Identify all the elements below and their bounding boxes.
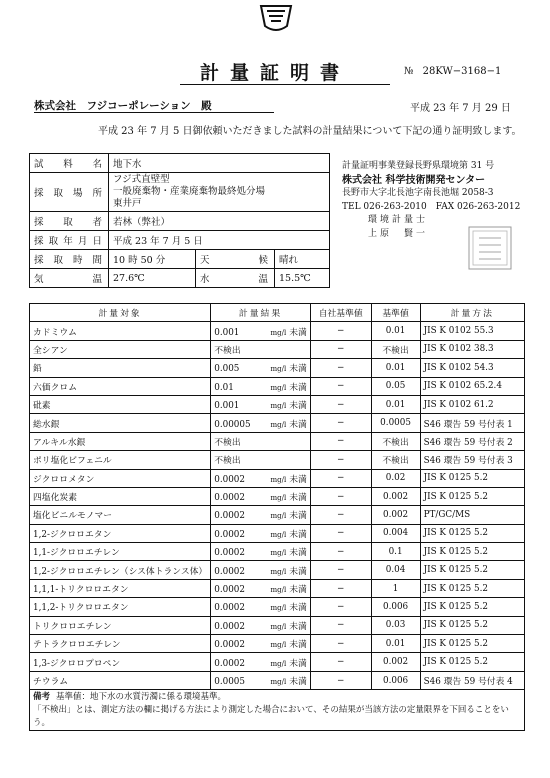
result-method: JIS K 0125 5.2 (420, 487, 524, 505)
remarks-line2: 「不検出」とは、測定方法の欄に掲げる方法により測定した場合において、その結果が当該方法の定量限界を下回ることをいう。 (33, 705, 509, 729)
result-value: 0.01 (214, 382, 234, 393)
result-row (30, 359, 525, 377)
result-value: 0.001 (214, 327, 240, 338)
result-value: 0.0002 (214, 566, 245, 577)
result-row (30, 543, 525, 561)
sample-info-label: 天候 (196, 250, 275, 269)
result-row (30, 598, 525, 616)
result-own-standard: − (310, 635, 371, 653)
sample-info-row (30, 269, 330, 288)
result-unit: mg/l (270, 494, 287, 503)
location-line: 東井戸 (113, 198, 142, 209)
results-header-row (30, 304, 525, 322)
result-standard: 不検出 (371, 451, 420, 469)
result-qualifier: 未満 (289, 327, 307, 338)
remarks-line1: 基準値：地下水の水質汚濁に係る環境基準。 (56, 692, 227, 703)
result-value: 0.0002 (214, 474, 245, 485)
sample-info-value: 10 時 50 分 (109, 250, 196, 269)
result-standard: 0.01 (371, 359, 420, 377)
result-value-cell (211, 340, 311, 358)
result-value-cell (211, 359, 311, 377)
result-standard: 0.002 (371, 653, 420, 671)
result-item: 1,1-ジクロロエチレン (30, 543, 211, 561)
result-own-standard: − (310, 432, 371, 450)
result-row (30, 469, 525, 487)
result-value: 不検出 (214, 456, 241, 467)
result-standard: 0.006 (371, 671, 420, 689)
sample-info-label: 水温 (196, 269, 275, 288)
result-row (30, 671, 525, 689)
result-item: 全シアン (30, 340, 211, 358)
sample-info-label: 採取時間 (30, 250, 109, 269)
result-value-cell (211, 524, 311, 542)
result-own-standard: − (310, 653, 371, 671)
result-own-standard: − (310, 359, 371, 377)
result-value: 0.00005 (214, 419, 251, 430)
result-item: アルキル水銀 (30, 432, 211, 450)
result-row (30, 579, 525, 597)
result-qualifier: 未満 (289, 474, 307, 485)
result-own-standard: − (310, 377, 371, 395)
result-row (30, 487, 525, 505)
result-method: JIS K 0102 54.3 (420, 359, 524, 377)
result-standard: 0.02 (371, 469, 420, 487)
result-value-cell (211, 506, 311, 524)
result-standard: 0.01 (371, 395, 420, 413)
issuer-phone: TEL 026-263-2010 FAX 026-263-2012 (342, 201, 521, 212)
col-header-standard: 基準値 (371, 304, 420, 322)
result-item: 総水銀 (30, 414, 211, 432)
result-qualifier: 未満 (289, 511, 307, 522)
result-unit: mg/l (270, 402, 287, 411)
result-unit: mg/l (270, 475, 287, 484)
location-line: 一般廃棄物・産業廃棄物最終処分場 (113, 186, 266, 197)
doc-number-label: № (404, 66, 414, 77)
result-item: トリクロロエチレン (30, 616, 211, 634)
result-value-cell (211, 451, 311, 469)
sample-info-value: 平成 23 年 7 月 5 日 (109, 231, 330, 250)
result-method: JIS K 0125 5.2 (420, 653, 524, 671)
result-unit: mg/l (270, 328, 287, 337)
result-method: S46 環告 59 号付表 1 (420, 414, 524, 432)
issuer-company: 株式会社 科学技術開発センター (342, 174, 486, 186)
result-method: JIS K 0102 61.2 (420, 395, 524, 413)
result-method: JIS K 0102 65.2.4 (420, 377, 524, 395)
result-item: 塩化ビニルモノマー (30, 506, 211, 524)
result-qualifier: 未満 (289, 419, 307, 430)
result-item: 砒素 (30, 395, 211, 413)
sample-info-value: 15.5℃ (275, 269, 330, 288)
result-value: 0.005 (214, 364, 240, 375)
result-method: JIS K 0125 5.2 (420, 561, 524, 579)
result-method: S46 環告 59 号付表 4 (420, 671, 524, 689)
results-table (29, 303, 525, 731)
result-value: 0.001 (214, 401, 240, 412)
result-own-standard: − (310, 543, 371, 561)
result-value: 0.0002 (214, 603, 245, 614)
result-value-cell (211, 616, 311, 634)
result-unit: mg/l (270, 641, 287, 650)
sample-info-table (29, 153, 330, 288)
result-value-cell (211, 487, 311, 505)
result-item: テトラクロロエチレン (30, 635, 211, 653)
sample-info-label: 試料名 (30, 154, 109, 173)
result-qualifier: 未満 (289, 548, 307, 559)
result-item: 1,1,2-トリクロロエタン (30, 598, 211, 616)
result-value: 0.0002 (214, 529, 245, 540)
result-item: 鉛 (30, 359, 211, 377)
result-standard: 0.01 (371, 322, 420, 340)
result-own-standard: − (310, 469, 371, 487)
result-method: JIS K 0125 5.2 (420, 543, 524, 561)
seal-stamp-icon (468, 226, 512, 270)
col-header-result: 計量結果 (211, 304, 311, 322)
sample-info-label: 気温 (30, 269, 109, 288)
result-row (30, 414, 525, 432)
result-qualifier: 未満 (289, 621, 307, 632)
result-value: 0.0002 (214, 511, 245, 522)
result-value-cell (211, 414, 311, 432)
result-method: JIS K 0125 5.2 (420, 598, 524, 616)
issue-date: 平成 23 年 7 月 29 日 (410, 103, 511, 114)
result-item: 1,3-ジクロロプロペン (30, 653, 211, 671)
result-own-standard: − (310, 524, 371, 542)
result-value-cell (211, 395, 311, 413)
result-row (30, 561, 525, 579)
result-standard: 0.1 (371, 543, 420, 561)
result-row (30, 506, 525, 524)
intro-text: 平成 23 年 7 月 5 日御依頼いただきました試料の計量結果について下記の通り証明致します。 (98, 126, 522, 137)
result-own-standard: − (310, 579, 371, 597)
result-unit: mg/l (270, 567, 287, 576)
result-unit: mg/l (270, 383, 287, 392)
result-own-standard: − (310, 322, 371, 340)
result-own-standard: − (310, 671, 371, 689)
result-unit: mg/l (270, 420, 287, 429)
result-value-cell (211, 671, 311, 689)
result-qualifier: 未満 (289, 658, 307, 669)
result-item: 1,2-ジクロロエタン (30, 524, 211, 542)
result-standard: 0.01 (371, 635, 420, 653)
result-method: JIS K 0102 38.3 (420, 340, 524, 358)
result-standard: 0.002 (371, 506, 420, 524)
result-value: 0.0002 (214, 548, 245, 559)
result-qualifier: 未満 (289, 493, 307, 504)
result-standard: 0.004 (371, 524, 420, 542)
result-item: チウラム (30, 671, 211, 689)
certification-logo-icon (259, 4, 293, 34)
result-value-cell (211, 653, 311, 671)
result-unit: mg/l (270, 530, 287, 539)
result-standard: 0.002 (371, 487, 420, 505)
result-standard: 0.006 (371, 598, 420, 616)
recipient-underline (34, 112, 274, 113)
result-item: カドミウム (30, 322, 211, 340)
result-own-standard: − (310, 487, 371, 505)
result-method: PT/GC/MS (420, 506, 524, 524)
sample-info-value: 地下水 (109, 154, 330, 173)
result-method: JIS K 0125 5.2 (420, 524, 524, 542)
result-own-standard: − (310, 561, 371, 579)
result-qualifier: 未満 (289, 364, 307, 375)
result-item: 六価クロム (30, 377, 211, 395)
remarks-cell (30, 690, 525, 731)
issuer-role: 環境計量士 (368, 215, 429, 225)
result-value: 0.0002 (214, 658, 245, 669)
result-value-cell (211, 579, 311, 597)
sample-info-label: 採取場所 (30, 173, 109, 212)
result-qualifier: 未満 (289, 401, 307, 412)
result-unit: mg/l (270, 678, 287, 686)
result-item: 四塩化炭素 (30, 487, 211, 505)
result-unit: mg/l (270, 512, 287, 521)
sample-info-row (30, 250, 330, 269)
recipient: 株式会社 フジコーポレーション 殿 (34, 100, 212, 112)
sample-info-value (109, 173, 330, 212)
result-standard: 0.04 (371, 561, 420, 579)
sample-info-row (30, 212, 330, 231)
result-row (30, 653, 525, 671)
result-qualifier: 未満 (289, 677, 307, 687)
result-own-standard: − (310, 451, 371, 469)
result-value: 0.0002 (214, 640, 245, 651)
result-value-cell (211, 432, 311, 450)
col-header-item: 計量対象 (30, 304, 211, 322)
result-own-standard: − (310, 598, 371, 616)
result-unit: mg/l (270, 659, 287, 668)
result-row (30, 616, 525, 634)
result-method: S46 環告 59 号付表 3 (420, 451, 524, 469)
sample-info-value: 晴れ (275, 250, 330, 269)
sample-info-label: 採取者 (30, 212, 109, 231)
result-qualifier: 未満 (289, 566, 307, 577)
result-unit: mg/l (270, 604, 287, 613)
result-row (30, 635, 525, 653)
sample-info-value: 若林（弊社） (109, 212, 330, 231)
result-method: JIS K 0125 5.2 (420, 469, 524, 487)
result-own-standard: − (310, 616, 371, 634)
result-own-standard: − (310, 395, 371, 413)
result-value: 0.0005 (214, 677, 245, 687)
col-header-own-standard: 自社基準値 (310, 304, 371, 322)
result-value-cell (211, 561, 311, 579)
issuer-registration: 計量証明事業登録長野県環境第 31 号 (342, 161, 495, 171)
result-own-standard: − (310, 340, 371, 358)
result-unit: mg/l (270, 622, 287, 631)
result-standard: 0.05 (371, 377, 420, 395)
sample-info-row (30, 154, 330, 173)
remarks-label: 備考 (33, 692, 51, 703)
result-value-cell (211, 469, 311, 487)
result-method: S46 環告 59 号付表 2 (420, 432, 524, 450)
document-title: 計量証明書 (200, 62, 351, 84)
issuer-name: 上原 賢一 (368, 228, 429, 239)
result-row (30, 322, 525, 340)
result-row (30, 377, 525, 395)
result-row (30, 524, 525, 542)
result-method: JIS K 0102 55.3 (420, 322, 524, 340)
result-item: ジクロロメタン (30, 469, 211, 487)
result-item: 1,2-ジクロロエチレン（シス体トランス体） (30, 561, 211, 579)
result-method: JIS K 0125 5.2 (420, 579, 524, 597)
location-line: フジ式直壁型 (113, 174, 170, 185)
result-unit: mg/l (270, 586, 287, 595)
result-own-standard: − (310, 414, 371, 432)
result-row (30, 432, 525, 450)
sample-info-row (30, 173, 330, 212)
result-method: JIS K 0125 5.2 (420, 616, 524, 634)
document-number (404, 66, 501, 77)
result-standard: 不検出 (371, 432, 420, 450)
title-underline (180, 84, 390, 85)
sample-info-label: 採取年月日 (30, 231, 109, 250)
result-row (30, 451, 525, 469)
result-standard: 1 (371, 579, 420, 597)
result-item: ポリ塩化ビフェニル (30, 451, 211, 469)
result-value-cell (211, 598, 311, 616)
result-value: 不検出 (214, 345, 241, 356)
issuer-address: 長野市大字北長池字南長池堀 2058-3 (342, 188, 494, 198)
doc-number-value: 28KW−3168−1 (422, 66, 502, 77)
result-qualifier: 未満 (289, 382, 307, 393)
result-value-cell (211, 543, 311, 561)
result-standard: 0.0005 (371, 414, 420, 432)
result-value: 不検出 (214, 437, 241, 448)
result-qualifier: 未満 (289, 585, 307, 596)
result-unit: mg/l (270, 365, 287, 374)
result-standard: 不検出 (371, 340, 420, 358)
result-row (30, 340, 525, 358)
result-standard: 0.03 (371, 616, 420, 634)
result-value-cell (211, 322, 311, 340)
result-qualifier: 未満 (289, 640, 307, 651)
result-unit: mg/l (270, 549, 287, 558)
result-value-cell (211, 377, 311, 395)
result-value: 0.0002 (214, 585, 245, 596)
result-qualifier: 未満 (289, 603, 307, 614)
result-value: 0.0002 (214, 621, 245, 632)
result-value-cell (211, 635, 311, 653)
col-header-method: 計量方法 (420, 304, 524, 322)
result-item: 1,1,1-トリクロロエタン (30, 579, 211, 597)
remarks-row (30, 690, 525, 731)
sample-info-row (30, 231, 330, 250)
result-own-standard: − (310, 506, 371, 524)
result-value: 0.0002 (214, 493, 245, 504)
sample-info-value: 27.6℃ (109, 269, 196, 288)
result-qualifier: 未満 (289, 529, 307, 540)
result-row (30, 395, 525, 413)
result-method: JIS K 0125 5.2 (420, 635, 524, 653)
